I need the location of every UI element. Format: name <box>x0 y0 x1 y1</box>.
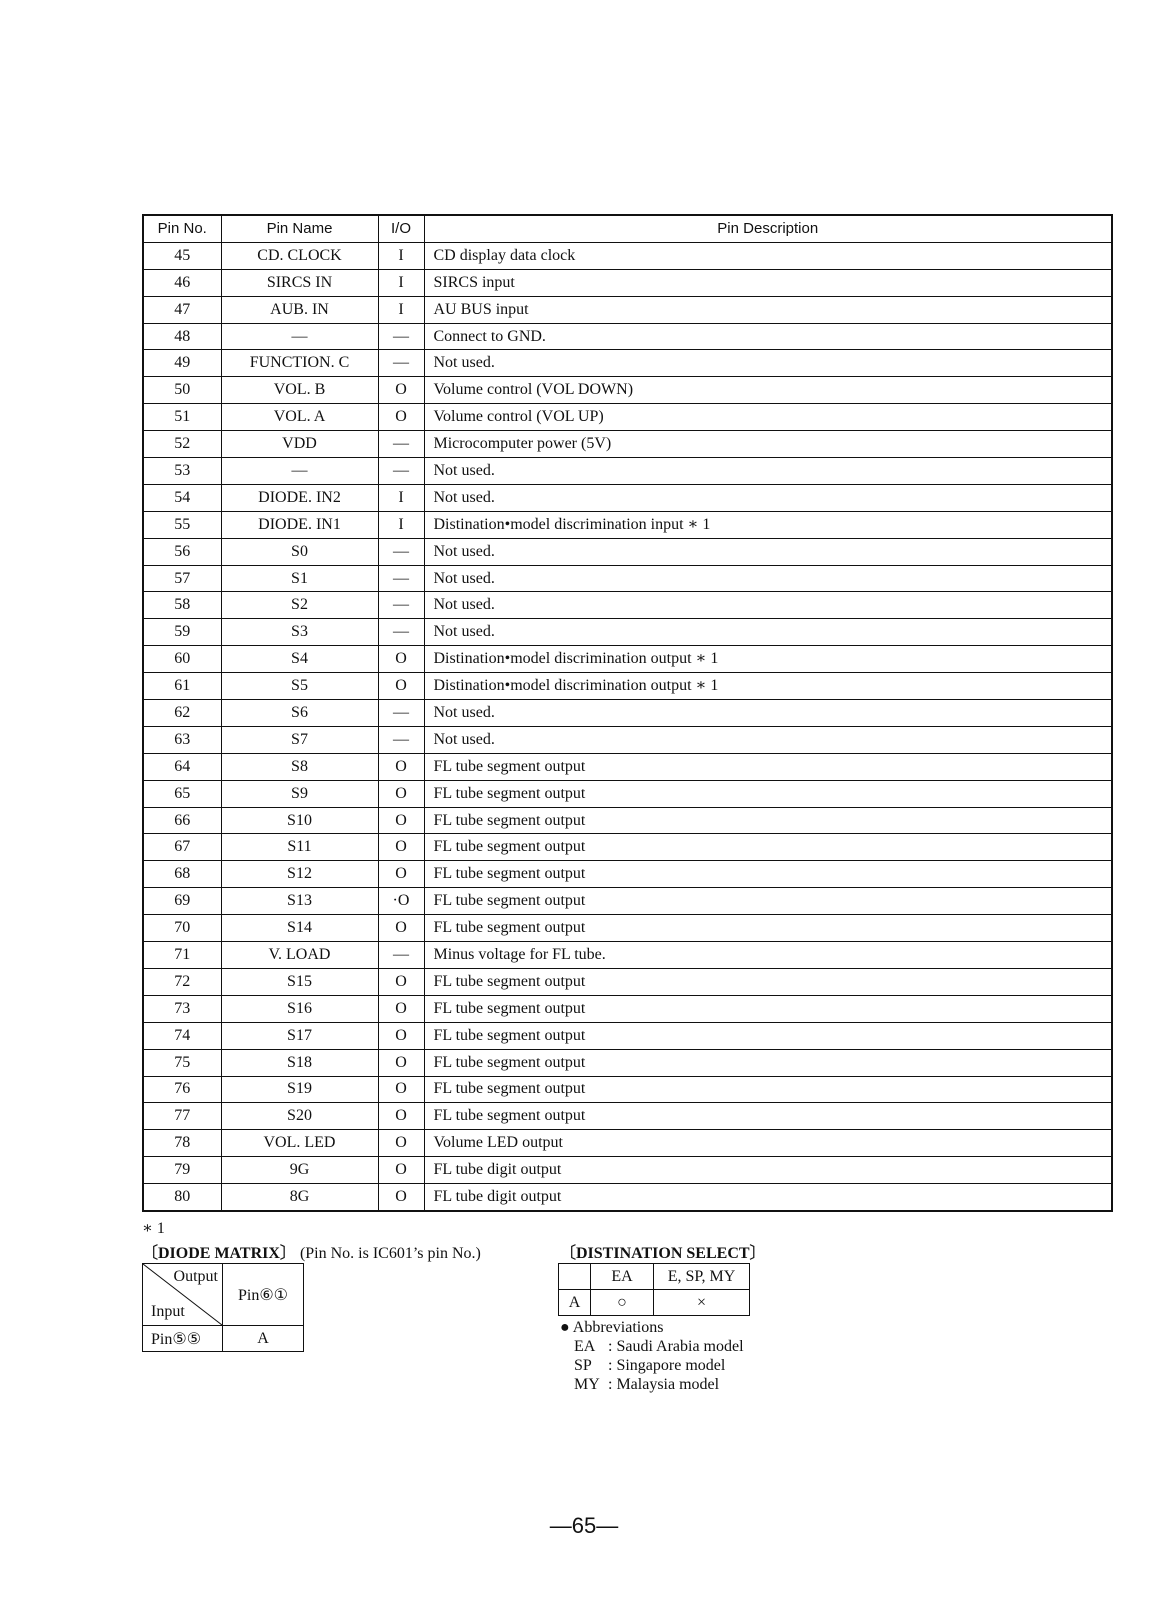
pin-name-cell: S8 <box>221 753 378 780</box>
pin-name-cell: S13 <box>221 888 378 915</box>
pin-name-cell: FUNCTION. C <box>221 350 378 377</box>
pin-description-cell: FL tube digit output <box>424 1157 1112 1184</box>
abbreviation-value: Malaysia model <box>616 1376 720 1393</box>
pin-description-cell: FL tube segment output <box>424 1103 1112 1130</box>
io-cell: O <box>378 1103 424 1130</box>
io-cell: O <box>378 780 424 807</box>
table-row <box>143 861 1112 888</box>
io-cell: O <box>378 834 424 861</box>
pin-description-cell: Not used. <box>424 350 1112 377</box>
pin-no-cell: 50 <box>143 377 221 404</box>
pin-no-cell: 79 <box>143 1157 221 1184</box>
destination-header-blank <box>559 1264 591 1290</box>
footnote-marker: ∗ 1 <box>142 1220 165 1237</box>
pin-no-cell: 49 <box>143 350 221 377</box>
table-row <box>143 323 1112 350</box>
matrix-value: A <box>223 1326 304 1352</box>
pin-no-cell: 57 <box>143 565 221 592</box>
io-cell: O <box>378 968 424 995</box>
diode-matrix-note: (Pin No. is IC601’s pin No.) <box>299 1245 481 1262</box>
pin-name-cell: S4 <box>221 646 378 673</box>
table-row <box>143 458 1112 485</box>
destination-others-mark: × <box>654 1290 750 1316</box>
pin-name-cell: DIODE. IN2 <box>221 484 378 511</box>
io-cell: I <box>378 269 424 296</box>
table-row <box>143 296 1112 323</box>
table-row <box>143 377 1112 404</box>
pin-name-cell: S11 <box>221 834 378 861</box>
pin-name-cell: VOL. LED <box>221 1130 378 1157</box>
destination-ea-mark: ○ <box>591 1290 654 1316</box>
abbreviation-sep: : <box>608 1338 613 1355</box>
pin-name-cell: CD. CLOCK <box>221 242 378 269</box>
pin-description-cell: Distination•model discrimination input ∗ 1 <box>424 511 1112 538</box>
io-cell: O <box>378 753 424 780</box>
table-row <box>143 1157 1112 1184</box>
abbreviation-value: Singapore model <box>616 1357 726 1374</box>
pin-name-cell: S6 <box>221 700 378 727</box>
io-cell: O <box>378 861 424 888</box>
pin-no-cell: 73 <box>143 995 221 1022</box>
table-row <box>143 592 1112 619</box>
io-cell: O <box>378 404 424 431</box>
io-cell: — <box>378 565 424 592</box>
pin-no-cell: 55 <box>143 511 221 538</box>
io-cell: I <box>378 511 424 538</box>
pin-no-cell: 72 <box>143 968 221 995</box>
pin-no-cell: 45 <box>143 242 221 269</box>
io-cell: I <box>378 242 424 269</box>
table-row <box>143 1184 1112 1211</box>
pin-no-cell: 66 <box>143 807 221 834</box>
table-row <box>143 242 1112 269</box>
io-cell: — <box>378 619 424 646</box>
table-row <box>143 942 1112 969</box>
io-cell: — <box>378 350 424 377</box>
destination-select-table <box>558 1263 750 1316</box>
pin-no-cell: 76 <box>143 1076 221 1103</box>
pin-description-cell: FL tube segment output <box>424 1076 1112 1103</box>
table-row <box>143 780 1112 807</box>
io-cell: O <box>378 807 424 834</box>
pin-no-cell: 69 <box>143 888 221 915</box>
pin-description-cell: Minus voltage for FL tube. <box>424 942 1112 969</box>
pin-name-cell: 8G <box>221 1184 378 1211</box>
pin-no-cell: 67 <box>143 834 221 861</box>
destination-header-row <box>559 1264 750 1290</box>
pin-description-cell: Connect to GND. <box>424 323 1112 350</box>
matrix-corner-cell <box>143 1264 223 1326</box>
pin-description-cell: FL tube segment output <box>424 915 1112 942</box>
pin-no-cell: 46 <box>143 269 221 296</box>
matrix-col-header: Pin⑥① <box>223 1264 304 1326</box>
pin-name-cell: S7 <box>221 726 378 753</box>
table-row <box>143 484 1112 511</box>
table-row <box>143 1076 1112 1103</box>
pin-name-cell: — <box>221 458 378 485</box>
abbreviation-sep: : <box>608 1357 613 1374</box>
io-cell: — <box>378 700 424 727</box>
diode-matrix-title: 〔DIODE MATRIX〕 <box>142 1245 296 1262</box>
pin-description-cell: Not used. <box>424 726 1112 753</box>
io-cell: I <box>378 296 424 323</box>
table-row <box>143 619 1112 646</box>
header-pin-no: Pin No. <box>143 215 221 242</box>
pin-name-cell: S18 <box>221 1049 378 1076</box>
io-cell: O <box>378 1049 424 1076</box>
pin-description-cell: FL tube segment output <box>424 753 1112 780</box>
pin-description-cell: Not used. <box>424 484 1112 511</box>
matrix-output-label: Output <box>173 1268 218 1285</box>
io-cell: O <box>378 1022 424 1049</box>
pin-no-cell: 52 <box>143 431 221 458</box>
matrix-input-label: Input <box>151 1303 185 1320</box>
pin-description-cell: Not used. <box>424 619 1112 646</box>
io-cell: — <box>378 942 424 969</box>
pin-no-cell: 75 <box>143 1049 221 1076</box>
io-cell: — <box>378 431 424 458</box>
pin-description-cell: SIRCS input <box>424 269 1112 296</box>
pin-name-cell: S20 <box>221 1103 378 1130</box>
pin-no-cell: 77 <box>143 1103 221 1130</box>
pin-no-cell: 54 <box>143 484 221 511</box>
pin-description-cell: Microcomputer power (5V) <box>424 431 1112 458</box>
header-pin-name: Pin Name <box>221 215 378 242</box>
pin-no-cell: 60 <box>143 646 221 673</box>
io-cell: I <box>378 484 424 511</box>
destination-row-a <box>559 1290 750 1316</box>
pin-no-cell: 74 <box>143 1022 221 1049</box>
pin-no-cell: 63 <box>143 726 221 753</box>
pin-description-cell: FL tube segment output <box>424 861 1112 888</box>
io-cell: — <box>378 323 424 350</box>
table-row <box>143 700 1112 727</box>
table-row <box>143 538 1112 565</box>
pin-description-cell: Distination•model discrimination output ∗ 1 <box>424 673 1112 700</box>
abbreviation-sep: : <box>608 1376 613 1393</box>
table-row <box>143 1049 1112 1076</box>
pin-no-cell: 53 <box>143 458 221 485</box>
destination-header-others: E, SP, MY <box>654 1264 750 1290</box>
matrix-row-header: Pin⑤⑤ <box>143 1326 223 1352</box>
pin-no-cell: 51 <box>143 404 221 431</box>
io-cell: O <box>378 673 424 700</box>
abbreviation-value: Saudi Arabia model <box>616 1338 744 1355</box>
table-row <box>143 565 1112 592</box>
table-row <box>143 726 1112 753</box>
table-row <box>143 646 1112 673</box>
pin-no-cell: 56 <box>143 538 221 565</box>
table-row <box>143 968 1112 995</box>
pin-name-cell: 9G <box>221 1157 378 1184</box>
pin-description-cell: FL tube segment output <box>424 834 1112 861</box>
pin-description-cell: FL tube digit output <box>424 1184 1112 1211</box>
pin-name-cell: AUB. IN <box>221 296 378 323</box>
pin-name-cell: VOL. A <box>221 404 378 431</box>
pin-name-cell: S10 <box>221 807 378 834</box>
io-cell: O <box>378 377 424 404</box>
header-io: I/O <box>378 215 424 242</box>
table-row <box>143 350 1112 377</box>
io-cell: O <box>378 995 424 1022</box>
table-row <box>143 834 1112 861</box>
pin-description-cell: FL tube segment output <box>424 888 1112 915</box>
pin-description-cell: CD display data clock <box>424 242 1112 269</box>
pin-table-header-row <box>143 215 1112 242</box>
pin-name-cell: VDD <box>221 431 378 458</box>
pin-no-cell: 70 <box>143 915 221 942</box>
pin-name-cell: V. LOAD <box>221 942 378 969</box>
table-row <box>143 404 1112 431</box>
pin-no-cell: 65 <box>143 780 221 807</box>
pin-name-cell: S3 <box>221 619 378 646</box>
pin-no-cell: 61 <box>143 673 221 700</box>
abbreviation-key: MY <box>574 1376 600 1393</box>
pin-no-cell: 62 <box>143 700 221 727</box>
pin-description-cell: FL tube segment output <box>424 968 1112 995</box>
pin-description-cell: FL tube segment output <box>424 780 1112 807</box>
destination-header-ea: EA <box>591 1264 654 1290</box>
pin-name-cell: S19 <box>221 1076 378 1103</box>
io-cell: — <box>378 726 424 753</box>
pin-description-cell: FL tube segment output <box>424 1022 1112 1049</box>
pin-description-cell: Not used. <box>424 458 1112 485</box>
pin-description-cell: Volume LED output <box>424 1130 1112 1157</box>
abbreviation-key: EA <box>574 1338 596 1355</box>
pin-name-cell: DIODE. IN1 <box>221 511 378 538</box>
io-cell: O <box>378 1157 424 1184</box>
pin-no-cell: 59 <box>143 619 221 646</box>
io-cell: O <box>378 915 424 942</box>
pin-name-cell: S12 <box>221 861 378 888</box>
pin-description-cell: Not used. <box>424 538 1112 565</box>
abbreviation-item <box>560 1375 744 1394</box>
table-row <box>143 915 1112 942</box>
page-number: —65— <box>549 1513 619 1538</box>
table-row <box>143 269 1112 296</box>
table-row <box>143 807 1112 834</box>
pin-description-cell: AU BUS input <box>424 296 1112 323</box>
destination-select-title: 〔DISTINATION SELECT〕 <box>560 1245 766 1262</box>
io-cell: O <box>378 1184 424 1211</box>
abbreviation-key: SP <box>574 1357 592 1374</box>
io-cell: O <box>378 1130 424 1157</box>
pin-name-cell: S14 <box>221 915 378 942</box>
abbreviations-block <box>560 1318 744 1394</box>
abbreviation-item <box>560 1356 744 1375</box>
io-cell: — <box>378 458 424 485</box>
pin-name-cell: S16 <box>221 995 378 1022</box>
pin-name-cell: S2 <box>221 592 378 619</box>
pin-no-cell: 64 <box>143 753 221 780</box>
table-row <box>143 753 1112 780</box>
pin-description-cell: FL tube segment output <box>424 1049 1112 1076</box>
table-row <box>143 888 1112 915</box>
table-row <box>143 431 1112 458</box>
pin-no-cell: 47 <box>143 296 221 323</box>
pin-no-cell: 80 <box>143 1184 221 1211</box>
pin-description-cell: Not used. <box>424 592 1112 619</box>
table-row <box>143 1022 1112 1049</box>
abbreviations-title: ● Abbreviations <box>560 1319 664 1336</box>
abbreviation-item <box>560 1337 744 1356</box>
pin-description-cell: FL tube segment output <box>424 995 1112 1022</box>
pin-no-cell: 48 <box>143 323 221 350</box>
pin-description-cell: FL tube segment output <box>424 807 1112 834</box>
pin-description-cell: Distination•model discrimination output ∗ 1 <box>424 646 1112 673</box>
table-row <box>143 995 1112 1022</box>
io-cell: O <box>378 646 424 673</box>
pin-name-cell: S15 <box>221 968 378 995</box>
pin-no-cell: 58 <box>143 592 221 619</box>
pin-name-cell: S0 <box>221 538 378 565</box>
pin-description-cell: Not used. <box>424 565 1112 592</box>
pin-name-cell: S5 <box>221 673 378 700</box>
pin-name-cell: VOL. B <box>221 377 378 404</box>
pin-name-cell: S9 <box>221 780 378 807</box>
io-cell: — <box>378 592 424 619</box>
io-cell: — <box>378 538 424 565</box>
pin-name-cell: — <box>221 323 378 350</box>
table-row <box>143 511 1112 538</box>
header-pin-description: Pin Description <box>424 215 1112 242</box>
pin-no-cell: 68 <box>143 861 221 888</box>
pin-description-cell: Volume control (VOL UP) <box>424 404 1112 431</box>
pin-name-cell: S17 <box>221 1022 378 1049</box>
pin-no-cell: 78 <box>143 1130 221 1157</box>
pin-name-cell: SIRCS IN <box>221 269 378 296</box>
pin-table <box>142 214 1113 1212</box>
table-row <box>143 1103 1112 1130</box>
table-row <box>143 673 1112 700</box>
diode-matrix-heading <box>142 1240 481 1263</box>
diode-matrix-table <box>142 1263 304 1352</box>
pin-description-cell: Volume control (VOL DOWN) <box>424 377 1112 404</box>
io-cell: ·O <box>378 888 424 915</box>
pin-description-cell: Not used. <box>424 700 1112 727</box>
pin-no-cell: 71 <box>143 942 221 969</box>
table-row <box>143 1130 1112 1157</box>
io-cell: O <box>378 1076 424 1103</box>
pin-table-body <box>143 242 1112 1211</box>
pin-name-cell: S1 <box>221 565 378 592</box>
destination-row-label: A <box>559 1290 591 1316</box>
